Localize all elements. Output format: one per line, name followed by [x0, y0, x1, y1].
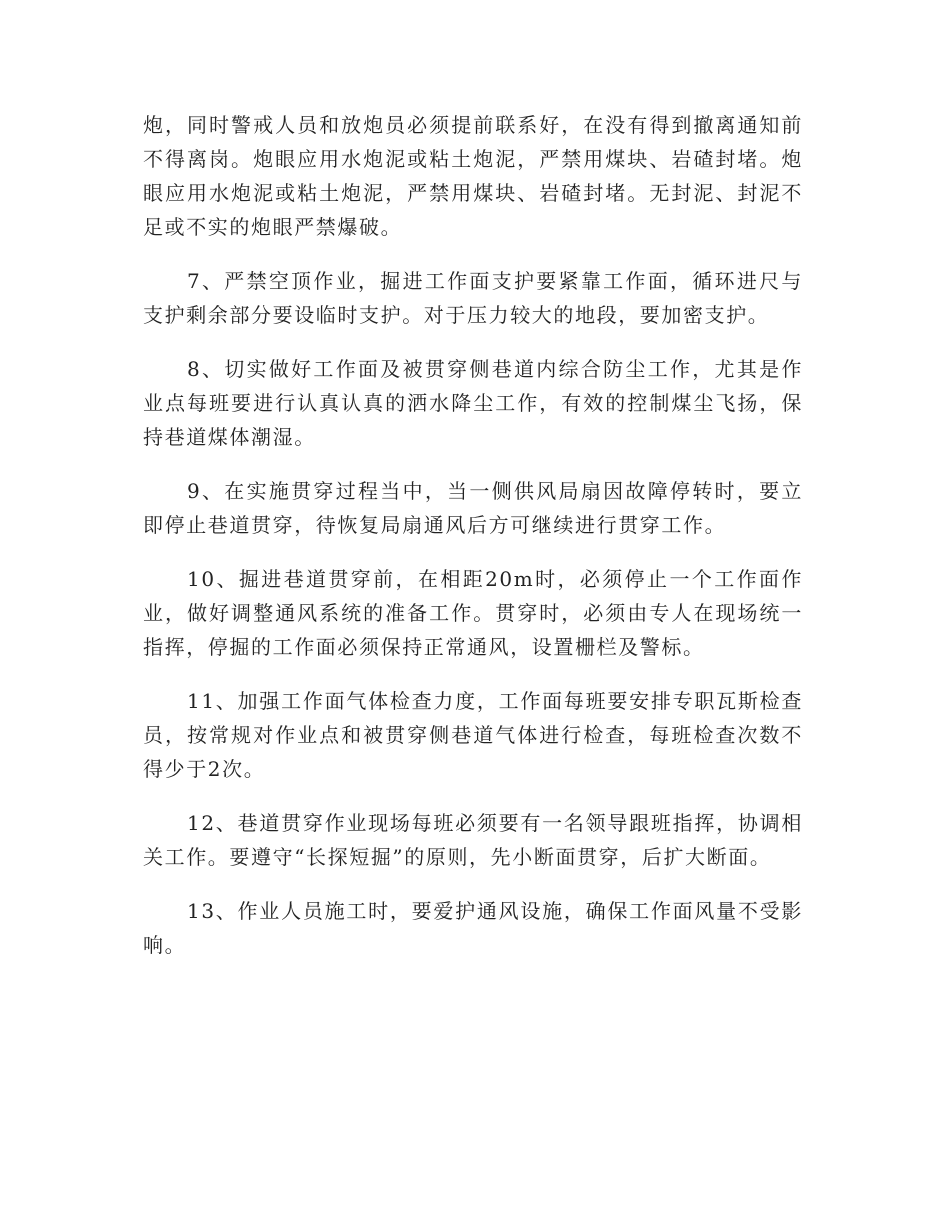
paragraph-continued: 炮，同时警戒人员和放炮员必须提前联系好，在没有得到撤离通知前不得离岗。炮眼应用水炮泥或粘土炮泥，严禁用煤块、岩碴封堵。炮眼应用水炮泥或粘土炮泥，严禁用煤块、岩碴封堵。无封泥、封泥不足或不实的炮眼严禁爆破。: [143, 113, 803, 239]
paragraph-item-11: 11、加强工作面气体检查力度，工作面每班要安排专职瓦斯检查员，按常规对作业点和被贯穿侧巷道气体进行检查，每班检查次数不得少于2次。: [143, 689, 803, 781]
paragraph-item-10: 10、掘进巷道贯穿前，在相距20m时，必须停止一个工作面作业，做好调整通风系统的准备工作。贯穿时，必须由专人在现场统一指挥，停掘的工作面必须保持正常通风，设置栅栏及警标。: [143, 567, 803, 659]
paragraph-item-9: 9、在实施贯穿过程当中，当一侧供风局扇因故障停转时，要立即停止巷道贯穿，待恢复局扇通风后方可继续进行贯穿工作。: [143, 479, 803, 537]
paragraph-item-12: 12、巷道贯穿作业现场每班必须要有一名领导跟班指挥，协调相关工作。要遵守“长探短掘”的原则，先小断面贯穿，后扩大断面。: [143, 811, 803, 869]
document-body: [143, 108, 803, 982]
paragraph-item-7: 7、严禁空顶作业，掘进工作面支护要紧靠工作面，循环进尺与支护剩余部分要设临时支护。对于压力较大的地段，要加密支护。: [143, 269, 803, 327]
paragraph-item-13: 13、作业人员施工时，要爱护通风设施，确保工作面风量不受影响。: [143, 899, 803, 957]
paragraph-item-8: 8、切实做好工作面及被贯穿侧巷道内综合防尘工作，尤其是作业点每班要进行认真认真的洒水降尘工作，有效的控制煤尘飞扬，保持巷道煤体潮湿。: [143, 357, 803, 449]
